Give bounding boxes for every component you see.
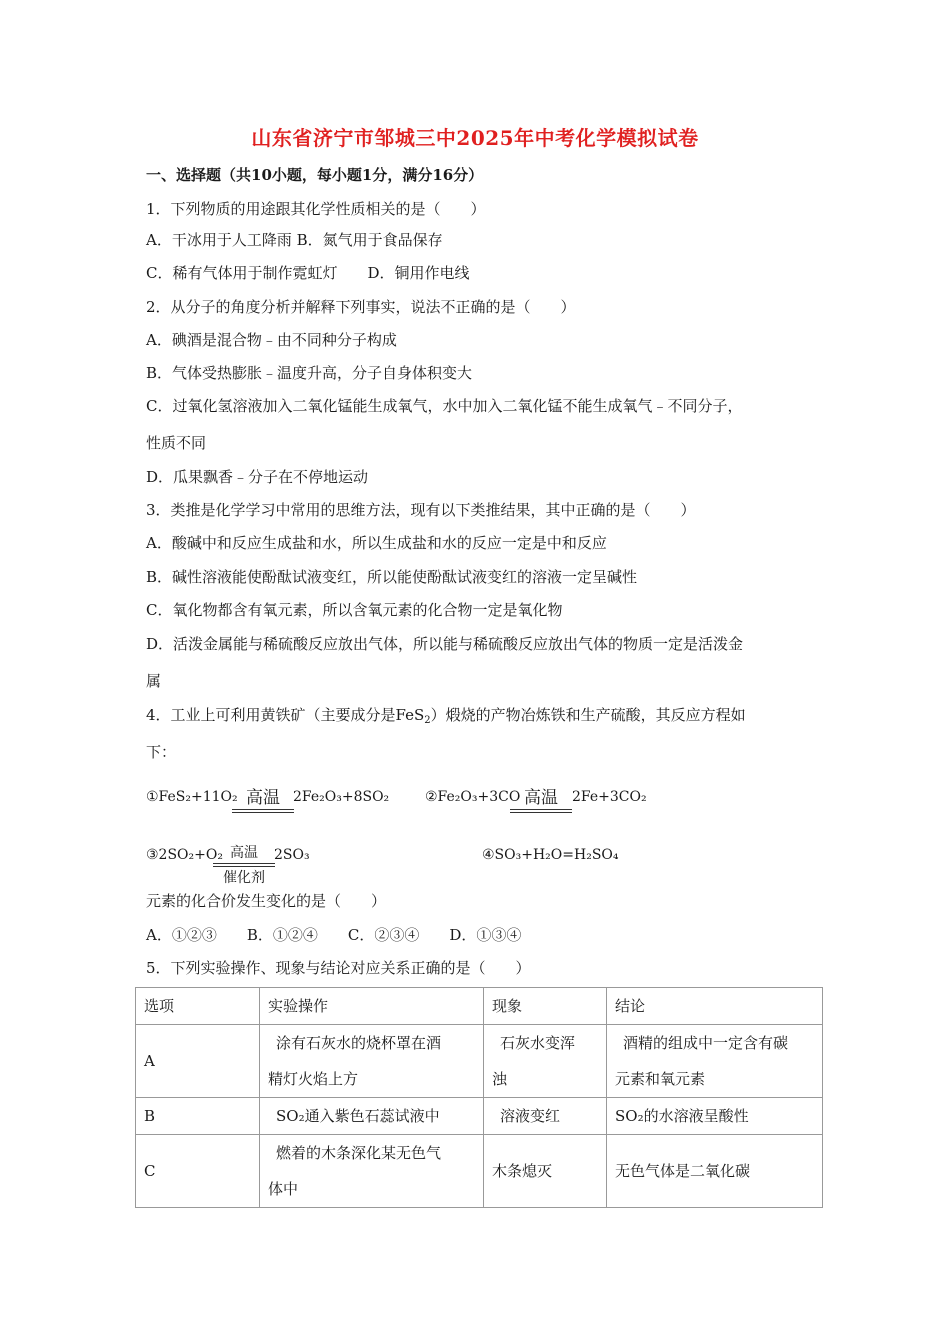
q4-stem-post: ）煅烧的产物冶炼铁和生产硫酸，其反应方程如 — [430, 706, 746, 724]
cell-line: 精灯火焰上方 — [268, 1070, 359, 1088]
q4-stem-line2: 下： — [146, 743, 177, 761]
cell-line: 木条熄灭 — [492, 1162, 553, 1180]
cell-line: 浊 — [492, 1070, 508, 1088]
q2-option-c-line1: C．过氧化氢溶液加入二氧化锰能生成氧气，水中加入二氧化锰不能生成氧气﹣不同分子， — [146, 397, 743, 415]
q2-option-a: A．碘酒是混合物﹣由不同种分子构成 — [146, 331, 397, 349]
cell-line: 无色气体是二氧化碳 — [615, 1162, 751, 1180]
q1-stem: 1．下列物质的用途跟其化学性质相关的是（ ） — [146, 200, 486, 218]
reaction-4: ④SO₃+H₂O=H₂SO₄ — [482, 847, 619, 863]
q3-option-b: B．碱性溶液能使酚酞试液变红，所以能使酚酞试液变红的溶液一定呈碱性 — [146, 568, 638, 586]
reaction-2-products: 2Fe+3CO₂ — [572, 789, 647, 805]
table-row — [136, 1135, 823, 1208]
cell-line: 元素和氧元素 — [615, 1070, 706, 1088]
reaction-3-reactants: ③2SO₂+O₂ — [146, 847, 223, 863]
reaction-3-products: 2SO₃ — [274, 847, 310, 863]
q4-stem-sub: 2 — [424, 715, 431, 726]
q4-stem-line1 — [146, 705, 746, 725]
q1-options-ab: A．干冰用于人工降雨 B．氮气用于食品保存 — [146, 231, 443, 249]
cell-line: 体中 — [268, 1180, 299, 1198]
q3-stem: 3．类推是化学学习中常用的思维方法，现有以下类推结果，其中正确的是（ ） — [146, 501, 696, 519]
q3-option-c: C．氧化物都含有氧元素，所以含氧元素的化合物一定是氧化物 — [146, 601, 563, 619]
table-row — [136, 1098, 823, 1135]
table-header-row — [136, 988, 823, 1025]
reaction-arrow-bar — [232, 809, 294, 813]
reaction-1-products: 2Fe₂O₃+8SO₂ — [293, 789, 390, 805]
q2-stem: 2．从分子的角度分析并解释下列事实，说法不正确的是（ ） — [146, 298, 576, 316]
q3-option-a: A．酸碱中和反应生成盐和水，所以生成盐和水的反应一定是中和反应 — [146, 534, 607, 552]
cell-line: 燃着的木条深化某无色气 — [276, 1144, 442, 1162]
cell-line: 酒精的组成中一定含有碳 — [623, 1034, 789, 1052]
reaction-arrow-bar — [510, 809, 572, 813]
row-conclusion — [607, 1025, 823, 1098]
high-temp-label: 高温 — [524, 788, 558, 808]
q1-options-cd: C．稀有气体用于制作霓虹灯 D．铜用作电线 — [146, 264, 470, 282]
q2-option-c-line2: 性质不同 — [146, 434, 207, 452]
cell-line: 石灰水变浑 — [500, 1034, 576, 1052]
reaction-2-condition — [510, 783, 572, 813]
header-operation: 实验操作 — [260, 988, 484, 1025]
row-phenomenon — [484, 1025, 607, 1098]
q4-question: 元素的化合价发生变化的是（ ） — [146, 892, 387, 910]
row-operation — [260, 1135, 484, 1208]
q5-stem: 5．下列实验操作、现象与结论对应关系正确的是（ ） — [146, 959, 531, 977]
cell-line: SO₂的水溶液呈酸性 — [615, 1107, 749, 1125]
q5-table — [135, 987, 823, 1208]
table-row — [136, 1025, 823, 1098]
cell-line: SO₂通入紫色石蕊试液中 — [276, 1107, 440, 1125]
reaction-1-reactants: ①FeS₂+11O₂ — [146, 789, 238, 805]
reaction-2-reactants: ②Fe₂O₃+3CO — [425, 789, 521, 805]
row-option: B — [136, 1098, 260, 1135]
row-conclusion — [607, 1098, 823, 1135]
row-operation — [260, 1098, 484, 1135]
cell-line: 涂有石灰水的烧杯罩在酒 — [276, 1034, 442, 1052]
q2-option-b: B．气体受热膨胀﹣温度升高，分子自身体积变大 — [146, 364, 473, 382]
row-phenomenon — [484, 1135, 607, 1208]
q3-option-d-line2: 属 — [146, 672, 162, 690]
q2-option-d: D．瓜果飘香﹣分子在不停地运动 — [146, 468, 369, 486]
high-temp-label: 高温 — [230, 845, 258, 861]
row-conclusion — [607, 1135, 823, 1208]
q3-option-d-line1: D．活泼金属能与稀硫酸反应放出气体，所以能与稀硫酸反应放出气体的物质一定是活泼金 — [146, 635, 744, 653]
section-heading: 一、选择题（共10小题，每小题1分，满分16分） — [146, 166, 484, 184]
row-option: A — [136, 1025, 260, 1098]
catalyst-label: 催化剂 — [223, 870, 265, 886]
high-temp-label: 高温 — [246, 788, 280, 808]
header-option: 选项 — [136, 988, 260, 1025]
header-phenomenon: 现象 — [484, 988, 607, 1025]
reaction-3-condition — [213, 842, 275, 887]
row-option: C — [136, 1135, 260, 1208]
row-phenomenon — [484, 1098, 607, 1135]
cell-line: 溶液变红 — [500, 1107, 561, 1125]
reaction-1-condition — [232, 783, 294, 813]
header-conclusion: 结论 — [607, 988, 823, 1025]
q4-options: A．①②③ B．①②④ C．②③④ D．①③④ — [146, 926, 522, 944]
page-title: 山东省济宁市邹城三中2025年中考化学模拟试卷 — [251, 126, 699, 150]
row-operation — [260, 1025, 484, 1098]
q4-stem-pre: 4．工业上可利用黄铁矿（主要成分是FeS — [146, 706, 425, 724]
